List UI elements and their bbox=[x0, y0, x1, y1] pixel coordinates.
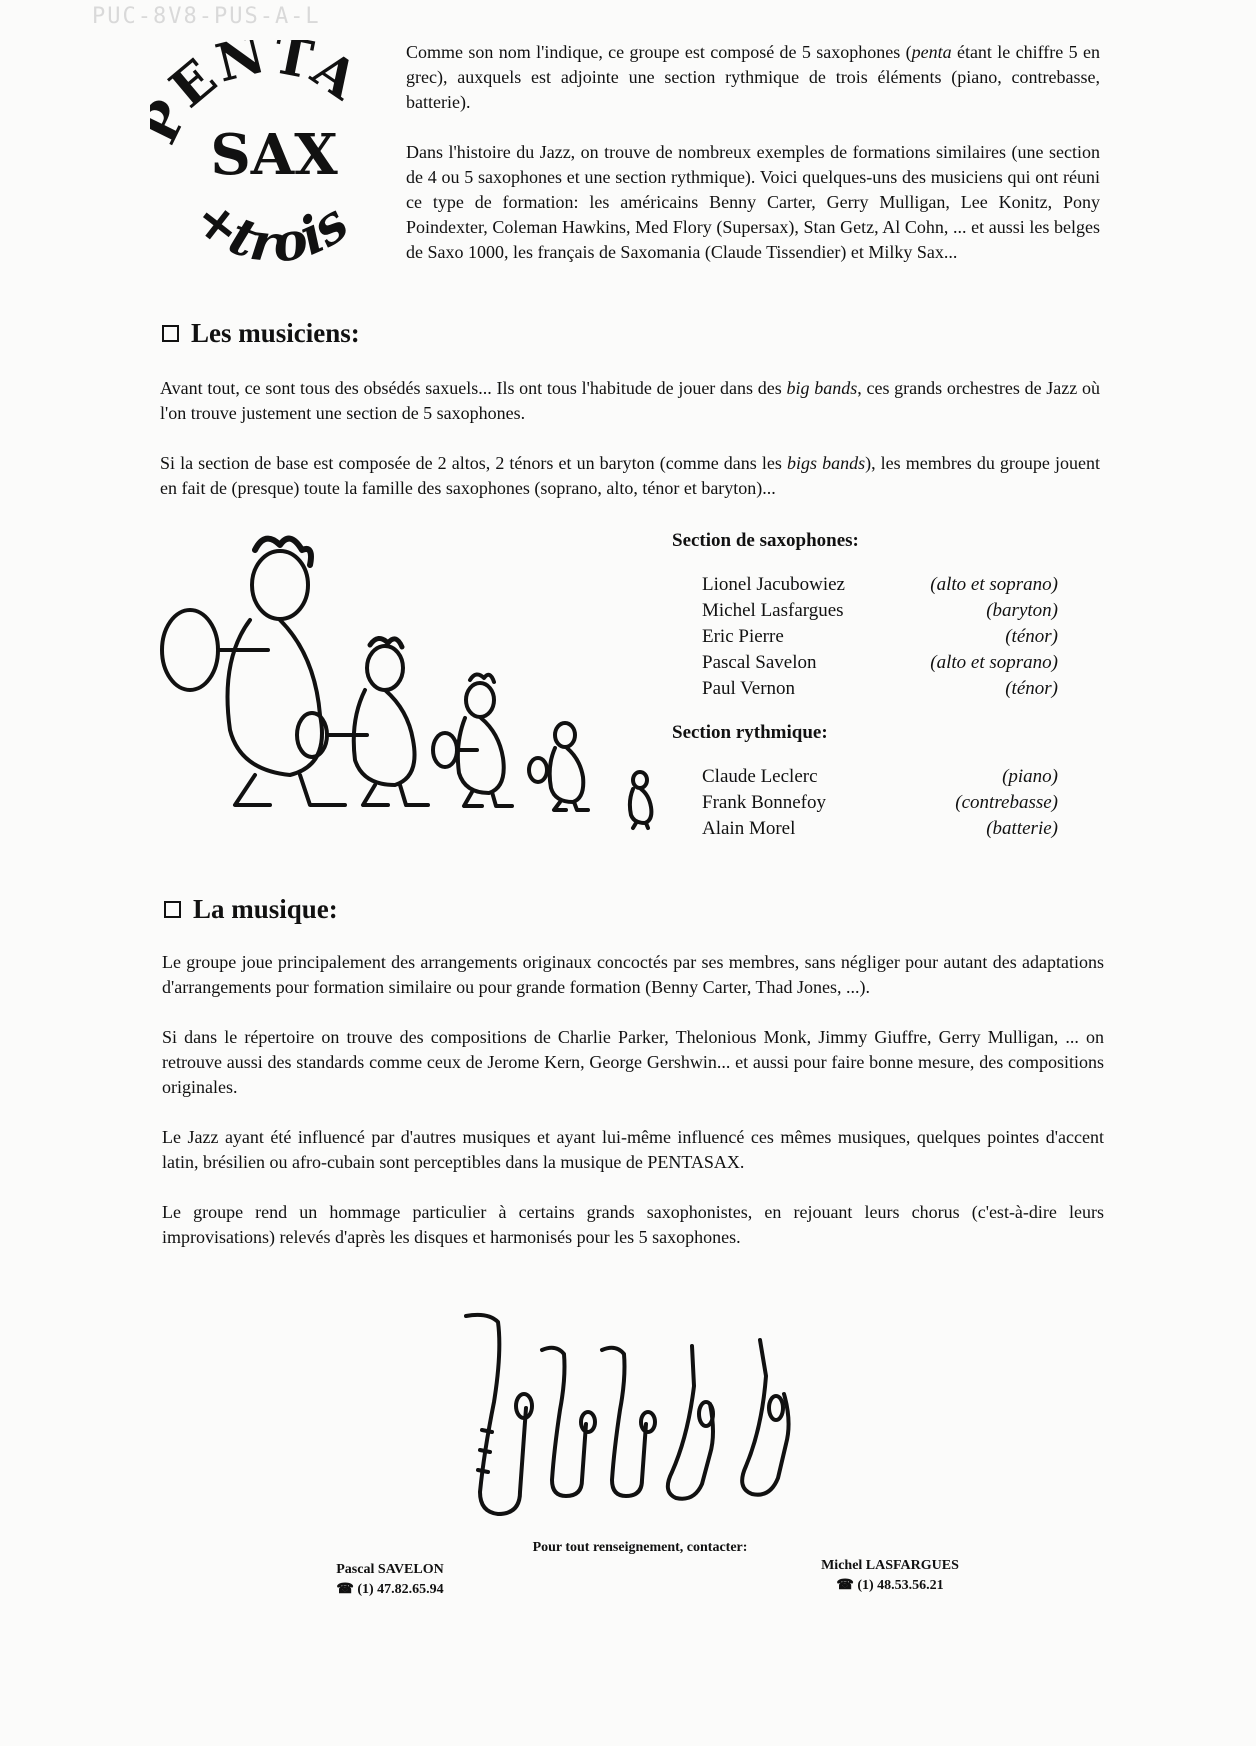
logo-penta: ENTA bbox=[158, 40, 371, 120]
section-title-saxophones: Section de saxophones: bbox=[672, 530, 859, 551]
musique-paragraph-2: Si dans le répertoire on trouve des compositions de Charlie Parker, Thelonious Monk, Jimmy Giuffre, Gerry Mulligan, ... on retrouve aussi des standards comme ceux de Jerome Kern, George Gershwin... et aussi pour faire bonne mesure, des compositions originales. bbox=[162, 1027, 1104, 1097]
saxophones-illustration bbox=[460, 1310, 820, 1530]
cartoon-figure-4 bbox=[529, 723, 588, 810]
musiciens-section bbox=[160, 376, 1100, 501]
checkbox-icon bbox=[164, 901, 181, 918]
saxophone-icon bbox=[668, 1346, 713, 1499]
contact-label: Pour tout renseignement, contacter: bbox=[532, 1540, 748, 1555]
contact-card bbox=[800, 1556, 980, 1596]
checkbox-icon bbox=[162, 325, 179, 342]
pentasax-logo bbox=[150, 40, 390, 280]
musiciens-paragraph-2: Si la section de base est composée de 2 altos, 2 ténors et un baryton (comme dans les bigs bands), les membres du groupe jouent en fait de (presque) toute la famille des saxophones (soprano, alto, ténor et baryton)... bbox=[160, 453, 1100, 498]
logo-sax: SAX bbox=[210, 122, 338, 188]
cartoon-figure-1 bbox=[162, 539, 345, 805]
contact-phone: (1) 47.82.65.94 bbox=[357, 1582, 444, 1597]
list-item: Paul Vernon (ténor) bbox=[702, 678, 1058, 699]
intro-paragraph-1: Comme son nom l'indique, ce groupe est composé de 5 saxophones (penta étant le chiffre 5 en grec), auxquels est adjointe une section rythmique de trois éléments (piano, contrebasse, batterie). bbox=[406, 42, 1100, 112]
contact-name: Pascal SAVELON bbox=[336, 1562, 444, 1577]
contact-phone: (1) 48.53.56.21 bbox=[857, 1578, 944, 1593]
telephone-icon: ☎ bbox=[836, 1578, 854, 1593]
intro-paragraph-2: Dans l'histoire du Jazz, on trouve de nombreux exemples de formations similaires (une section de 4 ou 5 saxophones et une section rythmique). Voici quelques-uns des musiciens qui ont réuni ce type de formation: les américains Benny Carter, Gerry Mulligan, Lee Konitz, Pony Poindexter, Coleman Hawkins, Med Flory (Supersax), Stan Getz, Al Cohn, ... et aussi les belges de Saxo 1000, les français de Saxomania (Claude Tissendier) et Milky Sax... bbox=[406, 142, 1100, 262]
intro-section bbox=[406, 40, 1100, 265]
contact-name: Michel LASFARGUES bbox=[821, 1558, 959, 1573]
svg-text:+trois bbox=[182, 186, 359, 275]
roster bbox=[672, 530, 1058, 842]
cartoon-figure-3 bbox=[433, 674, 512, 806]
contact-card bbox=[300, 1560, 480, 1600]
musiciens-paragraph-1: Avant tout, ce sont tous des obsédés saxuels... Ils ont tous l'habitude de jouer dans des big bands, ces grands orchestres de Jazz où l'on trouve justement une section de 5 saxophones. bbox=[160, 378, 1101, 423]
rhythm-member-list bbox=[702, 764, 1058, 842]
logo-trois: +trois bbox=[182, 186, 360, 276]
saxophone-member-list bbox=[702, 572, 1058, 702]
musique-paragraph-3: Le Jazz ayant été influencé par d'autres musiques et ayant lui-même influencé ces mêmes musiques, quelques pointes d'accent latin, brésilien ou afro-cubain sont perceptibles dans la musique de PENTASAX. bbox=[162, 1127, 1104, 1172]
cartoon-figure-2 bbox=[297, 638, 428, 805]
archive-stamp: PUC-8V8-PUS-A-L bbox=[92, 4, 321, 29]
heading-musiciens: Les musiciens: bbox=[162, 318, 360, 349]
telephone-icon: ☎ bbox=[336, 1582, 354, 1597]
musique-paragraph-1: Le groupe joue principalement des arrangements originaux concoctés par ses membres, sans négliger pour autant des adaptations d'arrangements pour formation similaire ou pour grande formation (Benny Carter, Thad Jones, ...). bbox=[162, 952, 1104, 997]
list-item: Frank Bonnefoy (contrebasse) bbox=[702, 792, 1058, 813]
saxophone-icon bbox=[742, 1340, 788, 1495]
musique-section bbox=[162, 950, 1104, 1250]
contact-phone-line bbox=[800, 1576, 980, 1596]
list-item: Eric Pierre (ténor) bbox=[702, 626, 1058, 647]
heading-musique: La musique: bbox=[164, 894, 338, 925]
musique-paragraph-4: Le groupe rend un hommage particulier à certains grands saxophonistes, en rejouant leurs chorus (c'est-à-dire leurs improvisations) relevés d'après les disques et harmonisés pour les 5 saxophones. bbox=[162, 1202, 1104, 1247]
saxophone-icon bbox=[602, 1348, 655, 1496]
list-item: Claude Leclerc (piano) bbox=[702, 766, 1058, 787]
list-item: Pascal Savelon (alto et soprano) bbox=[702, 652, 1058, 673]
list-item: Michel Lasfargues (baryton) bbox=[702, 600, 1058, 621]
saxophone-icon bbox=[542, 1348, 595, 1496]
cartoon-figure-5 bbox=[630, 772, 652, 828]
saxophone-icon bbox=[466, 1315, 532, 1514]
section-title-rythmique: Section rythmique: bbox=[672, 722, 828, 743]
list-item: Lionel Jacubowiez (alto et soprano) bbox=[702, 574, 1058, 595]
musicians-cartoon-illustration bbox=[160, 530, 660, 840]
list-item: Alain Morel (batterie) bbox=[702, 818, 1058, 839]
contact-phone-line bbox=[300, 1580, 480, 1600]
